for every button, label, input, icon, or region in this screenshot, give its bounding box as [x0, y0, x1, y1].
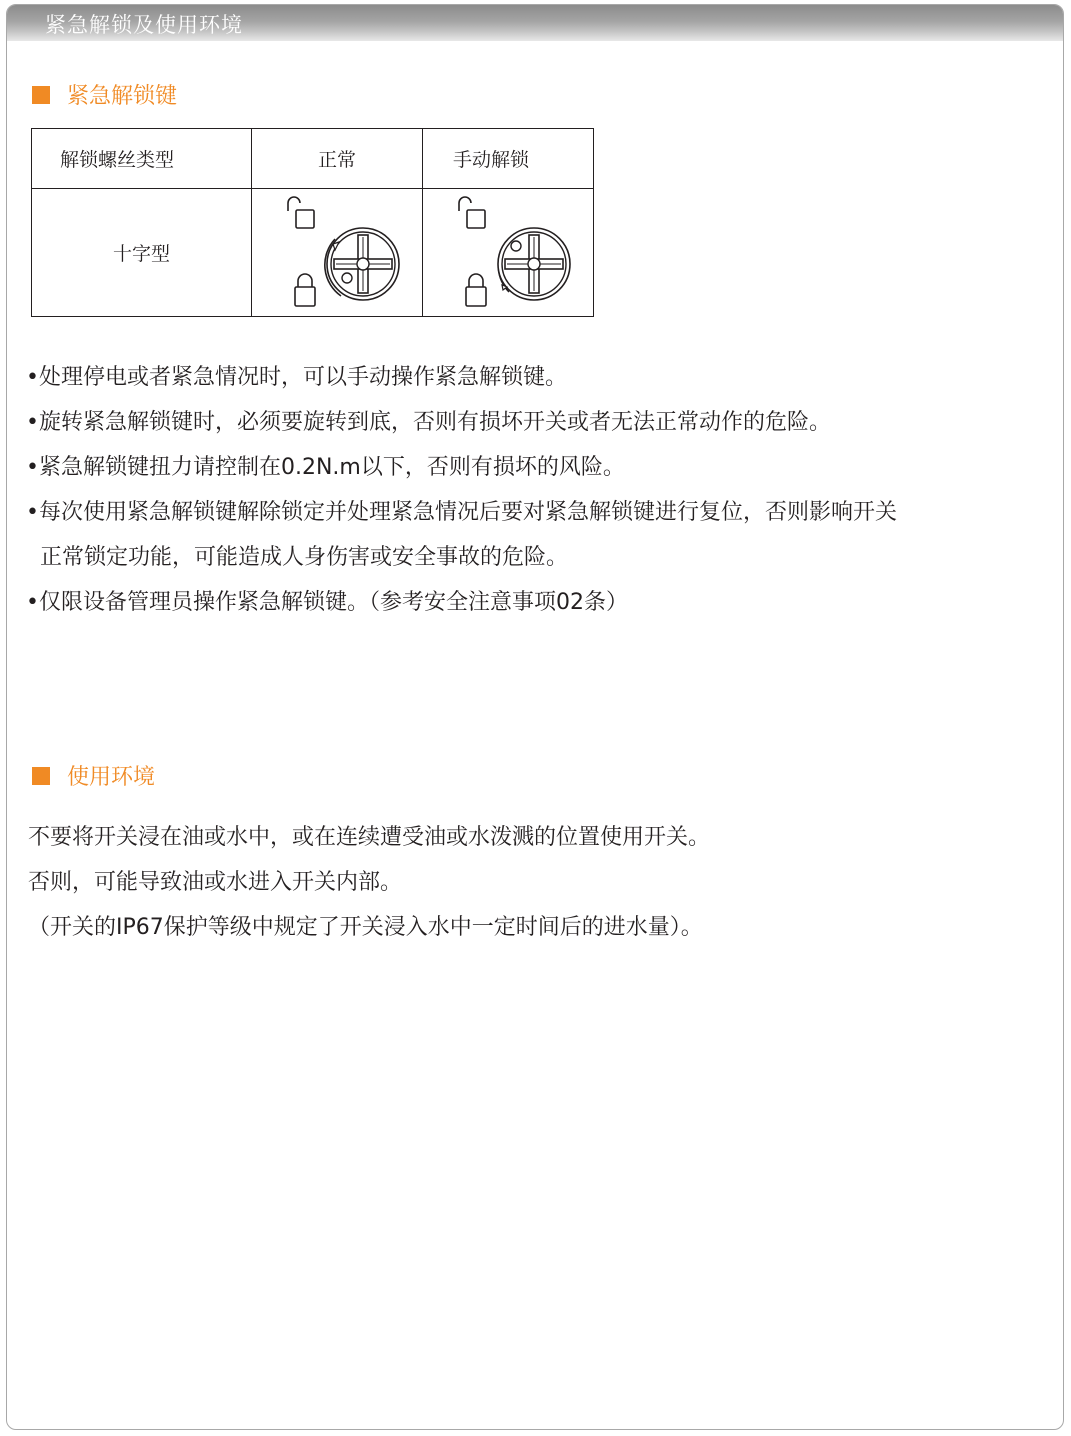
unlocked-padlock-icon	[288, 197, 314, 228]
cross-screw-icon	[325, 228, 399, 300]
table-cell-type: 十字型	[32, 189, 252, 317]
locked-padlock-icon	[295, 274, 315, 306]
note-item: •处理停电或者紧急情况时，可以手动操作紧急解锁键。	[26, 365, 567, 390]
table-row	[32, 189, 594, 317]
orange-square-icon	[32, 86, 50, 104]
environment-notes	[28, 815, 710, 950]
table-cell-normal-diagram	[252, 189, 423, 317]
section-title-unlock: 紧急解锁键	[67, 84, 178, 109]
unlock-table	[31, 128, 594, 317]
orange-square-icon	[32, 767, 50, 785]
normal-state-diagram	[252, 189, 422, 316]
table-header-cell: 正常	[252, 129, 423, 189]
note-item: •每次使用紧急解锁键解除锁定并处理紧急情况后要对紧急解锁键进行复位，否则影响开关	[26, 500, 897, 525]
unlocked-padlock-icon	[459, 197, 485, 228]
page-title: 紧急解锁及使用环境	[45, 13, 243, 37]
env-line: 不要将开关浸在油或水中，或在连续遭受油或水泼溅的位置使用开关。	[28, 825, 711, 850]
section-heading-unlock	[32, 79, 177, 110]
locked-padlock-icon	[466, 274, 486, 306]
manual-unlock-diagram	[423, 189, 593, 316]
table-header-cell: 解锁螺丝类型	[32, 129, 252, 189]
header-bar	[7, 5, 1063, 41]
note-item: 正常锁定功能，可能造成人身伤害或安全事故的危险。	[26, 545, 568, 570]
note-item: •旋转紧急解锁键时，必须要旋转到底，否则有损坏开关或者无法正常动作的危险。	[26, 410, 831, 435]
section-heading-env	[32, 760, 155, 791]
unlock-notes	[26, 355, 897, 625]
note-item: •仅限设备管理员操作紧急解锁键。（参考安全注意事项02条）	[26, 590, 628, 615]
cross-screw-icon	[498, 228, 570, 300]
note-item: •紧急解锁键扭力请控制在0.2N.m以下，否则有损坏的风险。	[26, 455, 625, 480]
table-header-cell: 手动解锁	[423, 129, 594, 189]
section-title-env: 使用环境	[67, 765, 156, 790]
env-line: 否则，可能导致油或水进入开关内部。	[28, 870, 403, 895]
env-line: （开关的IP67保护等级中规定了开关浸入水中一定时间后的进水量）。	[28, 915, 703, 940]
table-cell-manual-diagram	[423, 189, 594, 317]
table-header-row	[32, 129, 594, 189]
